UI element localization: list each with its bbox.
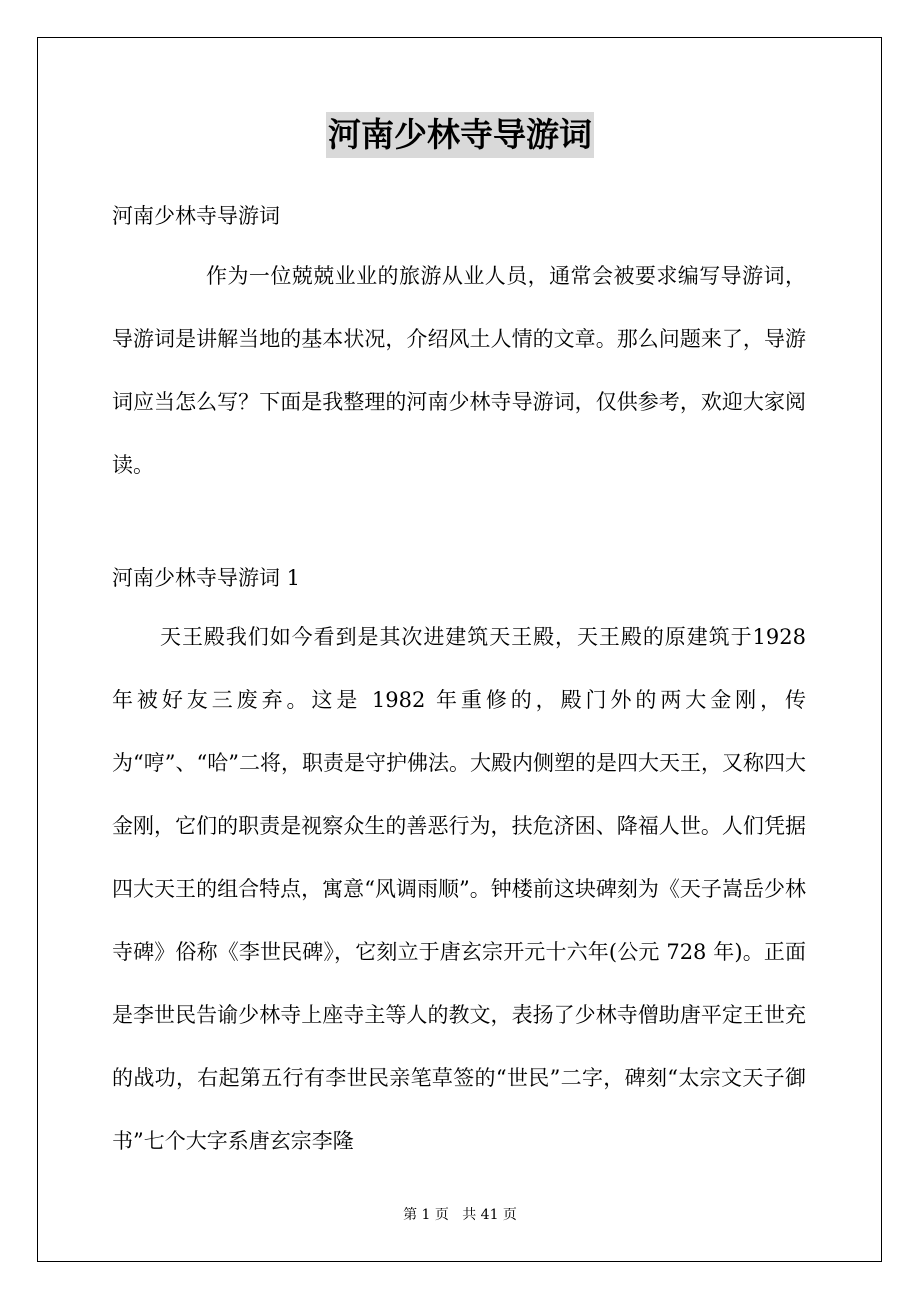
title-container bbox=[0, 112, 920, 158]
document-title: 河南少林寺导游词 bbox=[326, 112, 594, 158]
intro-paragraph: 作为一位兢兢业业的旅游从业人员，通常会被要求编写导游词，导游词是讲解当地的基本状况，介绍风土人情的文章。那么问题来了，导游词应当怎么写？下面是我整理的河南少林寺导游词，仅供参考，欢迎大家阅读。 bbox=[112, 264, 806, 477]
section-heading: 河南少林寺导游词 1 bbox=[112, 566, 301, 590]
body-paragraph: 天王殿我们如今看到是其次进建筑天王殿，天王殿的原建筑于1928 年被好友三废弃。这是 1982 年重修的，殿门外的两大金刚，传为“哼”、“哈”二将，职责是守护佛法。大殿内侧塑的是四大天王，又称四大金刚，它们的职责是视察众生的善恶行为，扶危济困、降福人世。人们凭据四大天王的组合特点，寓意“风调雨顺”。钟楼前这块碑刻为《天子嵩岳少林寺碑》俗称《李世民碑》，它刻立于唐玄宗开元十六年(公元 728 年)。正面是李世民告谕少林寺上座寺主等人的教文，表扬了少林寺僧助唐平定王世充的战功，右起第五行有李世民亲笔草签的“世民”二字，碑刻“太宗文天子御书”七个大字系唐玄宗李隆 bbox=[112, 625, 806, 1153]
document-subtitle: 河南少林寺导游词 bbox=[112, 204, 280, 228]
page-footer: 第 1 页 共 41 页 bbox=[403, 1207, 517, 1223]
